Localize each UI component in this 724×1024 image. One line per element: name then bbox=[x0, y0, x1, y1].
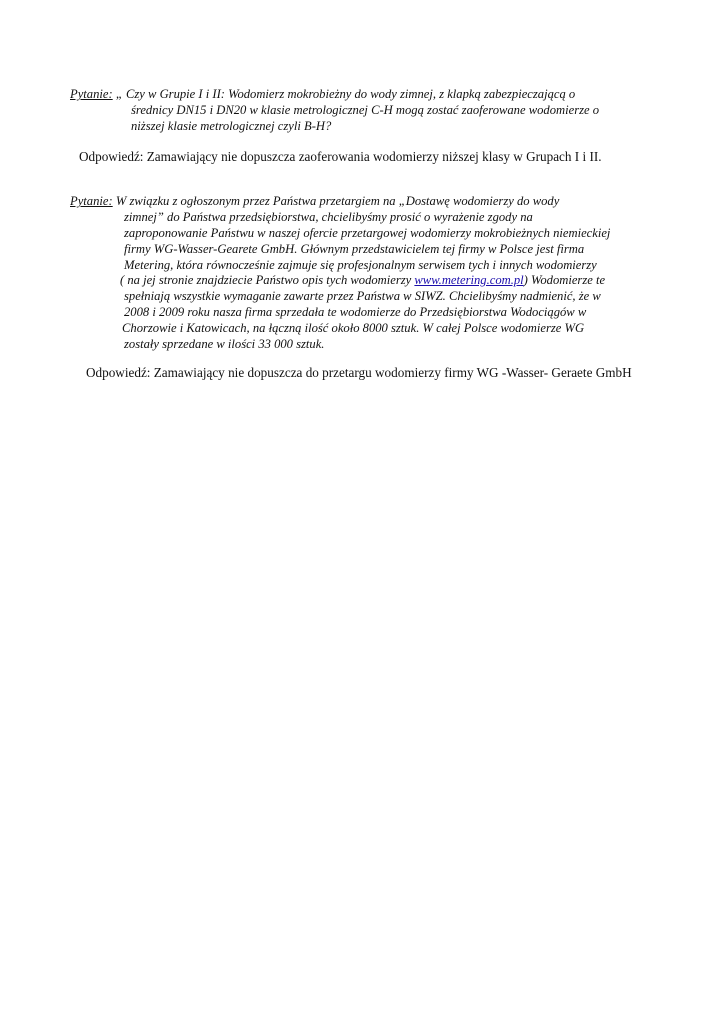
q2-line-2: zimnej” do Państwa przedsiębiorstwa, chcielibyśmy prosić o wyrażenie zgody na bbox=[124, 210, 533, 224]
metering-link[interactable]: www.metering.com.pl bbox=[414, 273, 524, 287]
q1-line-2: średnicy DN15 i DN20 w klasie metrologicznej C-H mogą zostać zaoferowane wodomierze o bbox=[131, 103, 600, 117]
q2-line-1 bbox=[70, 193, 559, 209]
q1-label: Pytanie: bbox=[70, 87, 113, 101]
q2-link-line-after: ) Wodomierze te bbox=[523, 273, 606, 287]
q2-line-5: Metering, która równocześnie zajmuje się profesjonalnym serwisem tych i innych wodomierzy bbox=[124, 258, 597, 272]
q2-line-7: spełniają wszystkie wymaganie zawarte przez Państwa w SIWZ. Chcielibyśmy nadmienić, że w bbox=[124, 289, 601, 303]
q2-link-line-before: ( na jej stronie znajdziecie Państwo opis tych wodomierzy bbox=[120, 273, 415, 287]
a1-text: Odpowiedź: Zamawiający nie dopuszcza zaoferowania wodomierzy niższej klasy w Grupach I i II. bbox=[79, 149, 602, 164]
q1-line-1 bbox=[70, 86, 575, 102]
q2-line-3: zaproponowanie Państwu w naszej ofercie przetargowej wodomierzy mokrobieżnych niemieckiej bbox=[124, 226, 611, 240]
q2-text-line-1: W związku z ogłoszonym przez Państwa przetargiem na „Dostawę wodomierzy do wody bbox=[115, 194, 560, 208]
q2-line-8: 2008 i 2009 roku nasza firma sprzedała te wodomierze do Przedsiębiorstwa Wodociągów w bbox=[124, 305, 587, 319]
q1-line-3: niższej klasie metrologicznej czyli B-H? bbox=[131, 119, 332, 133]
q2-label: Pytanie: bbox=[70, 194, 113, 208]
q2-line-10: zostały sprzedane w ilości 33 000 sztuk. bbox=[124, 337, 325, 351]
q2-line-4: firmy WG-Wasser-Gearete GmbH. Głównym przedstawicielem tej firmy w Polsce jest firma bbox=[124, 242, 585, 256]
q2-line-9: Chorzowie i Katowicach, na łączną ilość około 8000 sztuk. W całej Polsce wodomierze WG bbox=[122, 321, 585, 335]
a2-text: Odpowiedź: Zamawiający nie dopuszcza do przetargu wodomierzy firmy WG -Wasser- Geraete GmbH bbox=[86, 365, 632, 380]
q1-text-line-1: „ Czy w Grupie I i II: Wodomierz mokrobieżny do wody zimnej, z klapką zabezpieczającą o bbox=[115, 87, 576, 101]
q2-line-6 bbox=[120, 272, 605, 288]
